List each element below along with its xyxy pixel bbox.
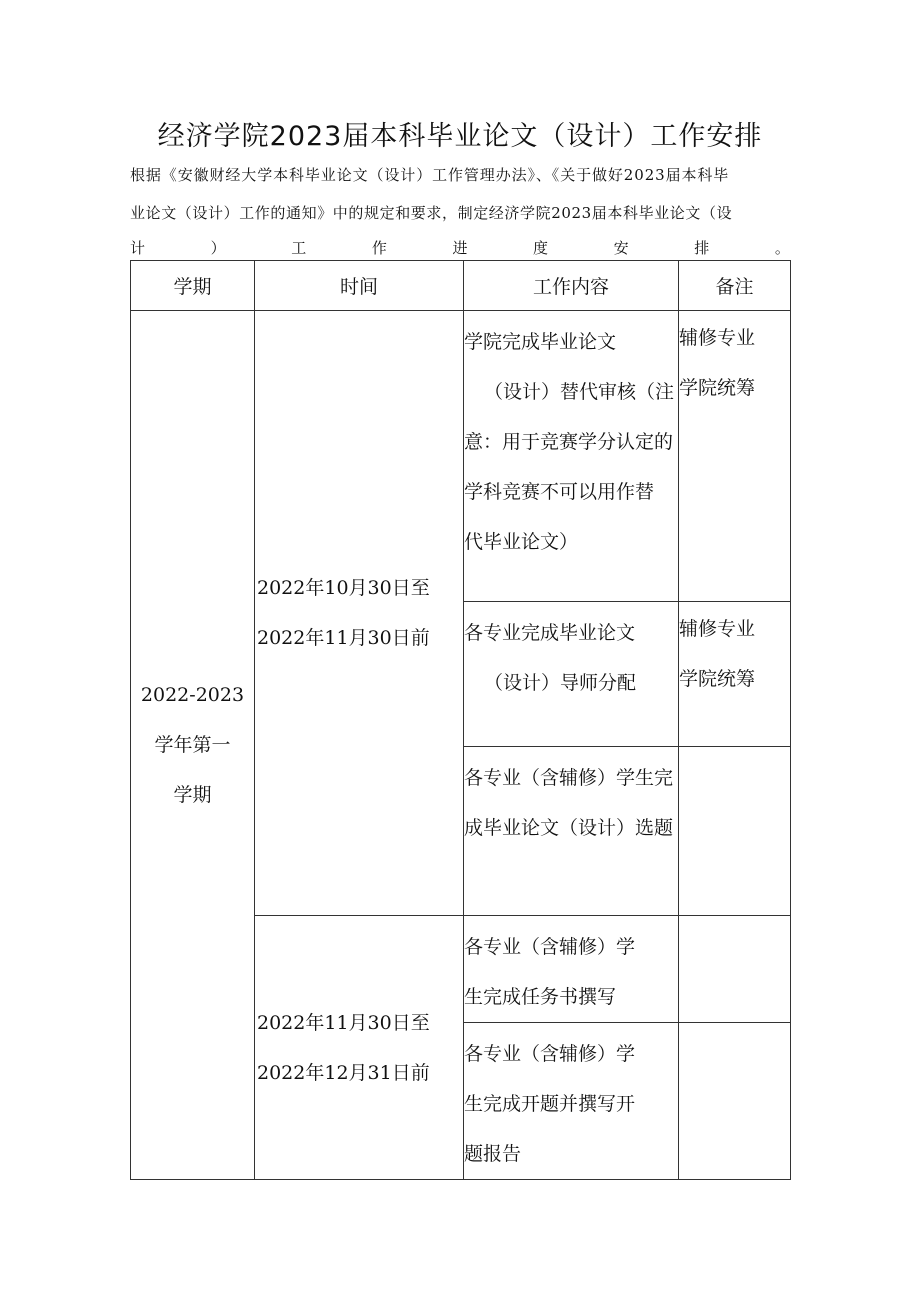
note-line: 辅修专业	[679, 327, 756, 349]
intro-char: 计	[130, 239, 146, 257]
table-row	[131, 311, 791, 602]
note-cell	[679, 916, 791, 1023]
task-line: 学科竞赛不可以用作替	[464, 481, 655, 503]
period-cell-1	[255, 311, 464, 916]
task-line: 各专业完成毕业论文	[464, 622, 636, 644]
intro-char: 度	[533, 239, 549, 257]
task-line: 生完成开题并撰写开	[464, 1093, 636, 1115]
task-cell	[464, 747, 679, 916]
task-line: （设计）替代审核（注	[484, 381, 675, 403]
note-cell	[679, 602, 791, 747]
task-line: 意：用于竞赛学分认定的	[464, 431, 674, 453]
period-line: 2022年10月30日至	[257, 577, 430, 599]
intro-char: 排	[694, 239, 710, 257]
header-time: 时间	[255, 261, 464, 311]
note-line: 学院统筹	[679, 668, 756, 690]
header-task: 工作内容	[464, 261, 679, 311]
task-line: 题报告	[464, 1143, 522, 1165]
note-cell	[679, 747, 791, 916]
task-line: （设计）导师分配	[484, 672, 637, 694]
period-line: 2022年11月30日前	[257, 627, 430, 649]
note-line: 辅修专业	[679, 618, 756, 640]
period-line: 2022年12月31日前	[257, 1061, 430, 1084]
header-term: 学期	[131, 261, 255, 311]
period-cell-2	[255, 916, 464, 1180]
task-cell	[464, 1023, 679, 1180]
task-line: 生完成任务书撰写	[464, 986, 617, 1008]
note-cell	[679, 311, 791, 602]
intro-char: 安	[613, 239, 629, 257]
task-line: 代毕业论文）	[464, 531, 579, 553]
header-note: 备注	[679, 261, 791, 311]
intro-char: 。	[774, 239, 790, 257]
note-line: 学院统筹	[679, 377, 756, 399]
intro-char: 进	[452, 239, 468, 257]
task-cell	[464, 311, 679, 602]
schedule-table	[130, 260, 791, 1180]
table-header-row	[131, 261, 791, 311]
term-line: 2022-2023	[140, 684, 245, 706]
intro-char: 工	[291, 239, 307, 257]
note-cell	[679, 1023, 791, 1180]
intro-line-2: 业论文（设计）工作的通知》中的规定和要求，制定经济学院2023届本科毕业论文（设	[130, 204, 733, 222]
period-line: 2022年11月30日至	[257, 1011, 430, 1034]
intro-line-1: 根据《安徽财经大学本科毕业论文（设计）工作管理办法》、《关于做好2023届本科毕	[130, 166, 730, 184]
intro-char: 作	[371, 239, 387, 257]
task-line: 学院完成毕业论文	[464, 331, 617, 353]
task-line: 各专业（含辅修）学生完	[464, 767, 674, 789]
intro-char: ）	[210, 239, 226, 257]
term-cell	[131, 311, 255, 1180]
task-line: 各专业（含辅修）学	[464, 936, 636, 958]
task-cell	[464, 602, 679, 747]
term-line: 学期	[173, 784, 212, 806]
task-line: 各专业（含辅修）学	[464, 1043, 636, 1065]
intro-line-3	[130, 238, 790, 258]
page-title: 经济学院2023届本科毕业论文（设计）工作安排	[157, 121, 763, 152]
term-line: 学年第一	[154, 734, 231, 756]
task-line: 成毕业论文（设计）选题	[464, 817, 674, 839]
task-cell	[464, 916, 679, 1023]
